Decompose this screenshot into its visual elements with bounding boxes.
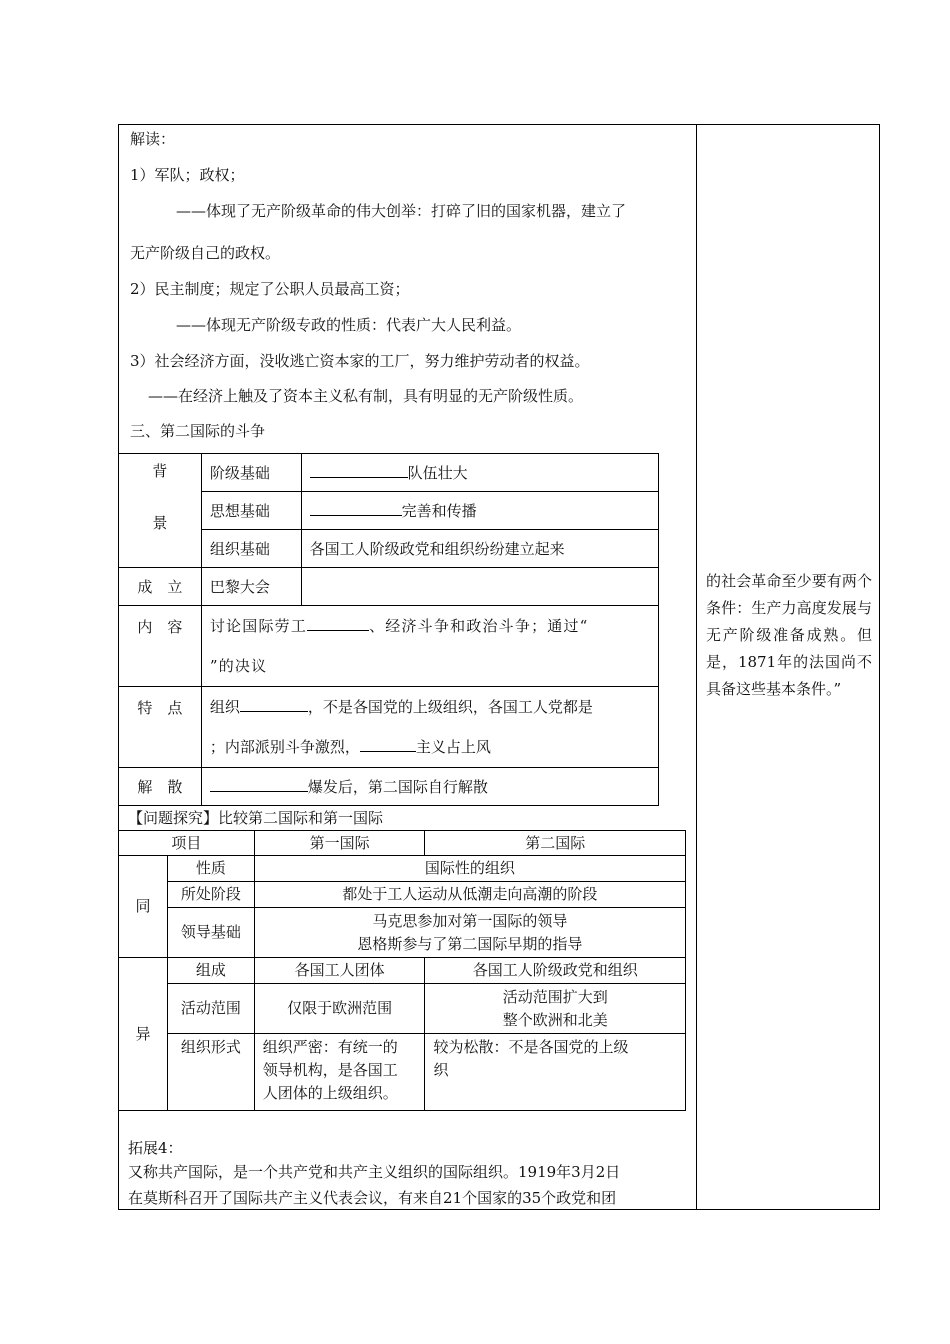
form-first-line-3: 人团体的上级组织。 — [262, 1084, 398, 1102]
answer-blank[interactable] — [210, 777, 308, 792]
feature-cell — [201, 687, 658, 768]
leadership-line-2: 恩格斯参与了第二国际早期的指导 — [357, 934, 583, 953]
leadership-label: 领导基础 — [167, 908, 254, 958]
founding-head: 成 立 — [119, 568, 202, 606]
content-head: 内 容 — [119, 606, 202, 687]
thought-basis-label: 思想基础 — [201, 492, 301, 530]
founding-empty — [301, 568, 658, 606]
answer-blank[interactable] — [307, 616, 369, 631]
scope-first: 仅限于欧洲范围 — [254, 984, 425, 1034]
jiedu-point-1: 1）军队；政权； — [130, 166, 245, 184]
second-international-table — [118, 453, 659, 806]
header-first: 第一国际 — [254, 831, 425, 856]
comparison-table — [118, 830, 686, 1111]
answer-blank[interactable] — [310, 463, 408, 478]
org-basis-label: 组织基础 — [201, 530, 301, 568]
form-second-line-2: 织 — [433, 1061, 449, 1079]
extension-title: 拓展4： — [128, 1139, 183, 1157]
scope-label: 活动范围 — [167, 984, 254, 1034]
nature-text: 国际性的组织 — [254, 856, 685, 882]
stage-label: 所处阶段 — [167, 882, 254, 908]
composition-label: 组成 — [167, 958, 254, 984]
jiedu-point-2-note: ——体现无产阶级专政的性质：代表广大人民利益。 — [176, 316, 522, 334]
org-basis-text: 各国工人阶级政党和组织纷纷建立起来 — [301, 530, 658, 568]
class-basis-text: 队伍壮大 — [407, 464, 468, 482]
answer-blank[interactable] — [240, 697, 308, 712]
founding-label: 巴黎大会 — [201, 568, 301, 606]
jiedu-point-1-note-a: ——体现了无产阶级革命的伟大创举：打碎了旧的国家机器，建立了 — [176, 202, 627, 220]
jiedu-point-3-note: ——在经济上触及了资本主义私有制，具有明显的无产阶级性质。 — [148, 387, 584, 405]
column-divider — [696, 124, 697, 1210]
background-char-2: 景 — [152, 514, 168, 532]
class-basis-cell — [301, 454, 658, 492]
thought-basis-cell — [301, 492, 658, 530]
form-label: 组织形式 — [167, 1034, 254, 1111]
leadership-line-1: 马克思参加对第一国际的领导 — [372, 911, 568, 930]
section-title: 三、第二国际的斗争 — [130, 422, 266, 440]
content-text-a: 讨论国际劳工 — [209, 617, 308, 635]
scope-second-line-2: 整个欧洲和北美 — [502, 1010, 608, 1029]
dissolution-text: 爆发后，第二国际自行解散 — [307, 778, 488, 796]
form-second — [425, 1034, 686, 1111]
dissolution-cell — [201, 768, 658, 806]
feature-text-a: 组织 — [209, 698, 240, 716]
scope-second — [425, 984, 686, 1034]
leadership-cell — [254, 908, 685, 958]
dissolution-head: 解 散 — [119, 768, 202, 806]
feature-text-c: ；内部派别斗争激烈， — [209, 738, 360, 756]
diff-head: 异 — [119, 958, 168, 1111]
form-first-line-2: 领导机构，是各国工 — [262, 1061, 398, 1079]
composition-first: 各国工人团体 — [254, 958, 425, 984]
sidebar-note: 的社会革命至少要有两个条件：生产力高度发展与无产阶级准备成熟。但是，1871年的法国尚不具备这些基本条件。” — [706, 572, 872, 698]
nature-label: 性质 — [167, 856, 254, 882]
composition-second: 各国工人阶级政党和组织 — [425, 958, 686, 984]
answer-blank[interactable] — [360, 737, 416, 752]
feature-head: 特 点 — [119, 687, 202, 768]
form-first-line-1: 组织严密：有统一的 — [262, 1038, 398, 1056]
extension-line-2: 在莫斯科召开了国际共产主义代表会议，有来自21个国家的35个政党和团 — [128, 1189, 617, 1207]
content-text-b: 、经济斗争和政治斗争；通过“ — [369, 617, 589, 635]
jiedu-point-3: 3）社会经济方面，没收逃亡资本家的工厂，努力维护劳动者的权益。 — [130, 352, 590, 370]
scope-second-line-1: 活动范围扩大到 — [502, 987, 608, 1006]
content-text-c: ”的决议 — [209, 657, 268, 675]
extension-line-1: 又称共产国际，是一个共产党和共产主义组织的国际组织。1919年3月2日 — [128, 1163, 621, 1181]
form-first — [254, 1034, 425, 1111]
same-head: 同 — [119, 856, 168, 958]
content-cell — [201, 606, 658, 687]
answer-blank[interactable] — [310, 501, 402, 516]
header-item: 项目 — [119, 831, 255, 856]
feature-text-d: 主义占上风 — [415, 738, 491, 756]
jiedu-point-2: 2）民主制度；规定了公职人员最高工资； — [130, 280, 410, 298]
background-cell — [119, 454, 202, 568]
question-title: 【问题探究】比较第二国际和第一国际 — [128, 809, 384, 827]
jiedu-heading: 解读： — [130, 130, 176, 148]
header-second: 第二国际 — [425, 831, 686, 856]
thought-basis-text: 完善和传播 — [401, 502, 477, 520]
class-basis-label: 阶级基础 — [201, 454, 301, 492]
feature-text-b: ，不是各国党的上级组织，各国工人党都是 — [307, 698, 593, 716]
jiedu-point-1-note-b: 无产阶级自己的政权。 — [130, 244, 281, 262]
form-second-line-1: 较为松散：不是各国党的上级 — [433, 1038, 629, 1056]
stage-text: 都处于工人运动从低潮走向高潮的阶段 — [254, 882, 685, 908]
background-char-1: 背 — [152, 462, 168, 480]
